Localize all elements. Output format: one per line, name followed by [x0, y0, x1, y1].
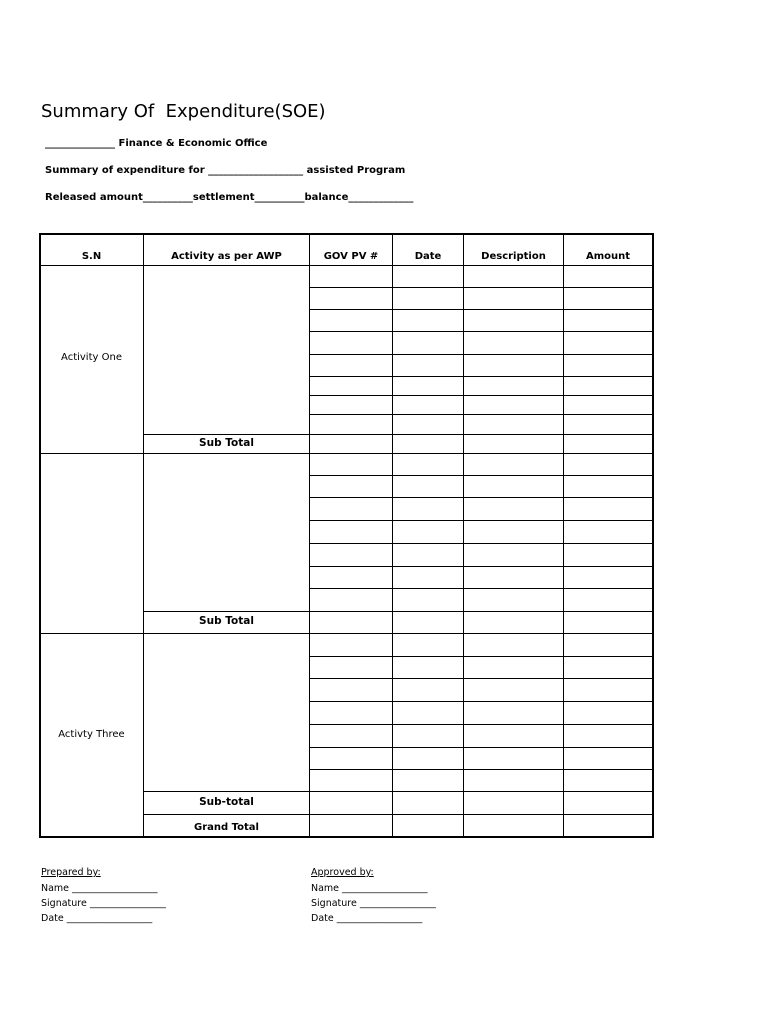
- approved-signature-field: Signature ________________: [311, 898, 436, 909]
- row-line: [309, 287, 653, 288]
- row-line: [309, 724, 653, 725]
- prepared-by-heading: Prepared by:: [41, 867, 101, 878]
- approved-by-heading: Approved by:: [311, 867, 374, 878]
- subtotal-label: Sub-total: [199, 796, 254, 808]
- prepared-date-field: Date __________________: [41, 913, 153, 924]
- col-header-activity: Activity as per AWP: [171, 251, 282, 262]
- row-line: [309, 769, 653, 770]
- office-line: ______________ Finance & Economic Office: [45, 138, 268, 149]
- row-line: [309, 678, 653, 679]
- block-separator: [39, 633, 654, 634]
- subtotal-top-line: [143, 434, 653, 435]
- block-separator: [39, 453, 654, 454]
- table-border-bottom: [39, 836, 654, 838]
- summary-for-line: Summary of expenditure for ___________________ assisted Program: [45, 165, 406, 176]
- subtotal-label: Sub Total: [199, 615, 254, 627]
- page-title: Summary Of Expenditure(SOE): [41, 101, 326, 122]
- grand-total-label: Grand Total: [194, 822, 259, 833]
- activity-three-label: Activty Three: [58, 729, 125, 740]
- approved-date-field: Date __________________: [311, 913, 423, 924]
- released-amount-line: Released amount__________settlement__________balance_____________: [45, 192, 414, 203]
- col-header-sn: S.N: [81, 251, 102, 262]
- row-line: [309, 376, 653, 377]
- row-line: [309, 747, 653, 748]
- table-border-top: [39, 233, 654, 235]
- row-line: [309, 656, 653, 657]
- col-divider: [143, 233, 144, 837]
- row-line: [309, 588, 653, 589]
- table-border-left: [39, 233, 41, 837]
- row-line: [309, 520, 653, 521]
- approved-name-field: Name __________________: [311, 883, 428, 894]
- subtotal-top-line: [143, 791, 653, 792]
- row-line: [309, 414, 653, 415]
- prepared-name-field: Name __________________: [41, 883, 158, 894]
- subtotal-top-line: [143, 611, 653, 612]
- prepared-signature-field: Signature ________________: [41, 898, 166, 909]
- header-row-border: [39, 265, 654, 266]
- row-line: [309, 395, 653, 396]
- row-line: [309, 354, 653, 355]
- col-header-date: Date: [414, 251, 442, 262]
- row-line: [309, 701, 653, 702]
- row-line: [309, 309, 653, 310]
- row-line: [309, 543, 653, 544]
- row-line: [309, 331, 653, 332]
- col-header-gov-pv: GOV PV #: [323, 251, 379, 262]
- row-line: [309, 566, 653, 567]
- row-line: [309, 475, 653, 476]
- row-line: [309, 497, 653, 498]
- activity-one-label: Activity One: [61, 352, 122, 363]
- col-header-description: Description: [481, 251, 546, 262]
- subtotal-label: Sub Total: [199, 437, 254, 449]
- grand-total-top-line: [143, 814, 653, 815]
- col-header-amount: Amount: [585, 251, 631, 262]
